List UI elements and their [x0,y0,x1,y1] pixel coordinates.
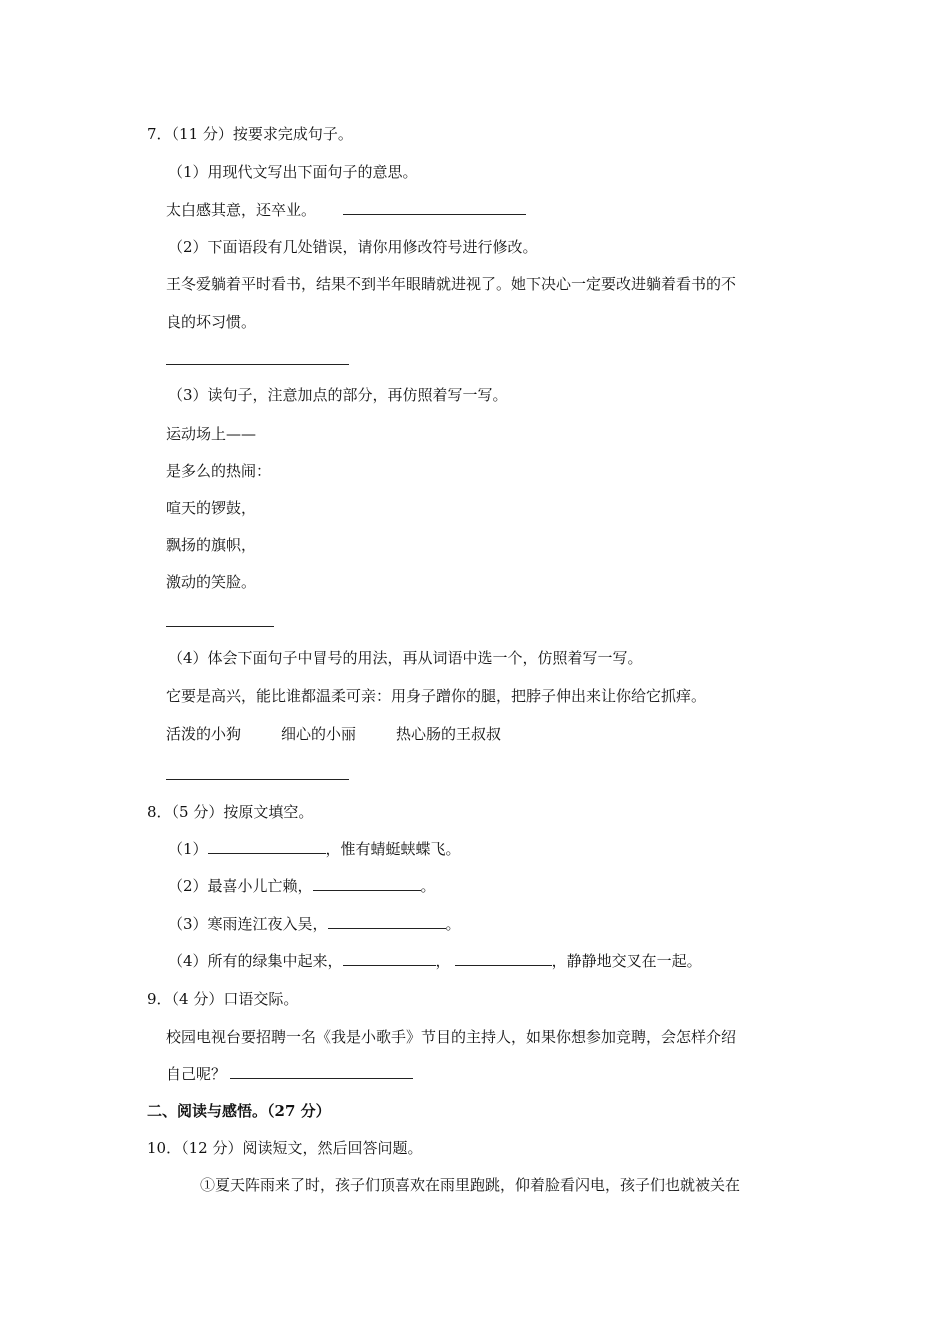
q7-part3-label: （3）读句子，注意加点的部分，再仿照着写一写。 [168,386,508,404]
q9-title: 9．（4 分）口语交际。 [147,990,299,1008]
q8-item1-suffix: ，惟有蜻蜓蛱蝶飞。 [325,840,461,858]
q8-item4-blank1[interactable] [343,951,436,966]
q7-part4-option: 活泼的小狗 [166,725,242,743]
q7-part4-sentence: 它要是高兴，能比谁都温柔可亲：用身子蹭你的腿，把脖子伸出来让你给它抓痒。 [166,687,707,705]
q7-part4-option: 热心肠的王叔叔 [396,725,502,743]
q8-title: 8．（5 分）按原文填空。 [147,803,314,821]
q7-part3-line: 激动的笑脸。 [166,573,257,591]
q8-item3-prefix: （3）寒雨连江夜入吴， [168,915,328,933]
q9-line1: 校园电视台要招聘一名《我是小歌手》节目的主持人，如果你想参加竞聘，会怎样介绍 [166,1028,737,1046]
q8-item4-mid: ， [435,952,451,970]
q8-item2-blank[interactable] [313,876,421,891]
q7-part4-options [166,724,501,744]
q7-part1-sentence: 太白感其意，还卒业。 [166,201,317,219]
q8-item4-suffix: ，静静地交叉在一起。 [551,952,702,970]
q10-paragraph1: ①夏天阵雨来了时，孩子们顶喜欢在雨里跑跳，仰着脸看闪电，孩子们也就被关在 [200,1176,741,1194]
q7-part3-line: 运动场上—— [166,425,257,443]
q7-part3-line: 飘扬的旗帜， [166,536,257,554]
q9-line2-row [166,1064,413,1084]
q8-item4-prefix: （4）所有的绿集中起来， [168,952,343,970]
q8-item2-suffix: 。 [420,877,436,895]
q7-part3-answer-blank[interactable] [166,626,274,627]
q9-line2: 自己呢？ [166,1065,227,1083]
q8-item2-prefix: （2）最喜小儿亡赖， [168,877,313,895]
q7-part2-text-line1: 王冬爱躺着平时看书，结果不到半年眼睛就进视了。她下决心一定要改进躺着看书的不 [166,275,737,293]
q9-answer-blank[interactable] [230,1064,413,1079]
q8-item3-blank[interactable] [328,914,446,929]
q7-part1-sentence-row [166,200,526,220]
q8-item3 [168,914,461,934]
q8-item1-prefix: （1） [168,840,208,858]
q7-title: 7．（11 分）按要求完成句子。 [147,125,353,143]
q7-part1-label: （1）用现代文写出下面句子的意思。 [168,163,418,181]
q7-part1-answer-blank[interactable] [343,200,526,215]
q8-item4 [168,951,702,971]
section2-title: 二、阅读与感悟。（27 分） [147,1102,331,1120]
q7-part3-line: 是多么的热闹： [166,462,272,480]
q7-part3-line: 喧天的锣鼓， [166,499,257,517]
q8-item1 [168,839,461,859]
q7-part4-label: （4）体会下面句子中冒号的用法，再从词语中选一个，仿照着写一写。 [168,649,643,667]
q7-part2-label: （2）下面语段有几处错误，请你用修改符号进行修改。 [168,238,538,256]
q8-item1-blank[interactable] [208,839,326,854]
q7-part4-option: 细心的小丽 [281,725,357,743]
q7-part2-text-line2: 良的坏习惯。 [166,313,257,331]
q7-part2-answer-blank[interactable] [166,364,349,365]
q10-title: 10．（12 分）阅读短文，然后回答问题。 [147,1139,423,1157]
q8-item2 [168,876,436,896]
q8-item3-suffix: 。 [445,915,461,933]
q7-part4-answer-blank[interactable] [166,779,349,780]
q8-item4-blank2[interactable] [455,951,552,966]
